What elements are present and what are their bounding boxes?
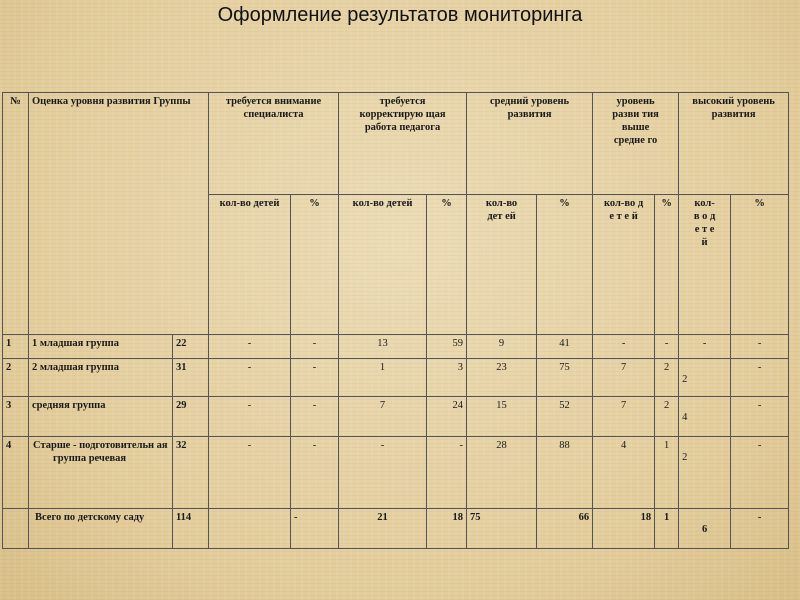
header-needs-correction: требуется корректирую щая работа педагога xyxy=(339,93,467,195)
cell-value: - xyxy=(731,397,789,437)
cell-value: 6 xyxy=(679,509,731,549)
cell-value: - xyxy=(731,335,789,359)
cell-value: 7 xyxy=(339,397,427,437)
cell-value: 75 xyxy=(537,359,593,397)
subheader-count: кол- в о д е т е й xyxy=(679,195,731,335)
cell-value: 24 xyxy=(427,397,467,437)
subheader-percent: % xyxy=(731,195,789,335)
header-above-average: уровень разви тия выше средне го xyxy=(593,93,679,195)
monitoring-table xyxy=(2,92,789,549)
row-group-name: средняя группа xyxy=(29,397,173,437)
row-num: 2 xyxy=(3,359,29,397)
cell-value: 66 xyxy=(537,509,593,549)
cell-value: - xyxy=(731,509,789,549)
table-row xyxy=(3,397,789,437)
cell-value: - xyxy=(731,359,789,397)
page-title: Оформление результатов мониторинга xyxy=(217,4,583,26)
cell-value: - xyxy=(427,437,467,509)
cell-value: 1 xyxy=(655,509,679,549)
header-needs-specialist: требуется внимание специалиста xyxy=(209,93,339,195)
cell-value: - xyxy=(209,397,291,437)
header-high-level: высокий уровень развития xyxy=(679,93,789,195)
header-assessment: Оценка уровня развития Группы xyxy=(29,93,209,335)
table-row xyxy=(3,359,789,397)
row-group-name: 1 младшая группа xyxy=(29,335,173,359)
cell-value: 75 xyxy=(467,509,537,549)
row-total: 29 xyxy=(173,397,209,437)
cell-value: 59 xyxy=(427,335,467,359)
subheader-percent: % xyxy=(537,195,593,335)
cell-value: 3 xyxy=(427,359,467,397)
cell-value: - xyxy=(291,397,339,437)
cell-value: 4 xyxy=(679,397,731,437)
cell-value: 52 xyxy=(537,397,593,437)
cell-value: - xyxy=(655,335,679,359)
cell-value: 21 xyxy=(339,509,427,549)
cell-value xyxy=(209,509,291,549)
subheader-count: кол-во д е т е й xyxy=(593,195,655,335)
cell-value: 2 xyxy=(679,437,731,509)
cell-value: - xyxy=(209,335,291,359)
table-row xyxy=(3,335,789,359)
header-row-categories xyxy=(3,93,789,195)
cell-value: 9 xyxy=(467,335,537,359)
cell-value: 2 xyxy=(655,397,679,437)
cell-value: 15 xyxy=(467,397,537,437)
cell-value: - xyxy=(291,509,339,549)
table-total-row xyxy=(3,509,789,549)
cell-value: - xyxy=(731,437,789,509)
cell-value: 18 xyxy=(427,509,467,549)
cell-value: - xyxy=(679,335,731,359)
row-num: 4 xyxy=(3,437,29,509)
cell-value: - xyxy=(593,335,655,359)
cell-value: - xyxy=(339,437,427,509)
header-num: № xyxy=(3,93,29,335)
total-count: 114 xyxy=(173,509,209,549)
cell-value: 7 xyxy=(593,397,655,437)
row-group-name: Старше - подготовительн ая группа речевая xyxy=(29,437,173,509)
cell-value: 28 xyxy=(467,437,537,509)
cell-value: 7 xyxy=(593,359,655,397)
header-average-level: средний уровень развития xyxy=(467,93,593,195)
cell-value: 41 xyxy=(537,335,593,359)
cell-value: - xyxy=(291,335,339,359)
row-num: 3 xyxy=(3,397,29,437)
cell-value: - xyxy=(209,437,291,509)
cell-value: 13 xyxy=(339,335,427,359)
subheader-count: кол-во детей xyxy=(339,195,427,335)
cell-value: 2 xyxy=(655,359,679,397)
row-num: 1 xyxy=(3,335,29,359)
cell-value: - xyxy=(291,437,339,509)
subheader-percent: % xyxy=(655,195,679,335)
cell-value: 4 xyxy=(593,437,655,509)
row-num xyxy=(3,509,29,549)
row-group-name: 2 младшая группа xyxy=(29,359,173,397)
subheader-percent: % xyxy=(291,195,339,335)
subheader-count: кол-во детей xyxy=(209,195,291,335)
subheader-count: кол-во дет ей xyxy=(467,195,537,335)
cell-value: - xyxy=(291,359,339,397)
cell-value: 1 xyxy=(655,437,679,509)
cell-value: 23 xyxy=(467,359,537,397)
subheader-percent: % xyxy=(427,195,467,335)
cell-value: 18 xyxy=(593,509,655,549)
cell-value: 2 xyxy=(679,359,731,397)
table-row xyxy=(3,437,789,509)
total-label: Всего по детскому саду xyxy=(29,509,173,549)
cell-value: 88 xyxy=(537,437,593,509)
row-total: 22 xyxy=(173,335,209,359)
row-total: 31 xyxy=(173,359,209,397)
row-total: 32 xyxy=(173,437,209,509)
cell-value: 1 xyxy=(339,359,427,397)
cell-value: - xyxy=(209,359,291,397)
